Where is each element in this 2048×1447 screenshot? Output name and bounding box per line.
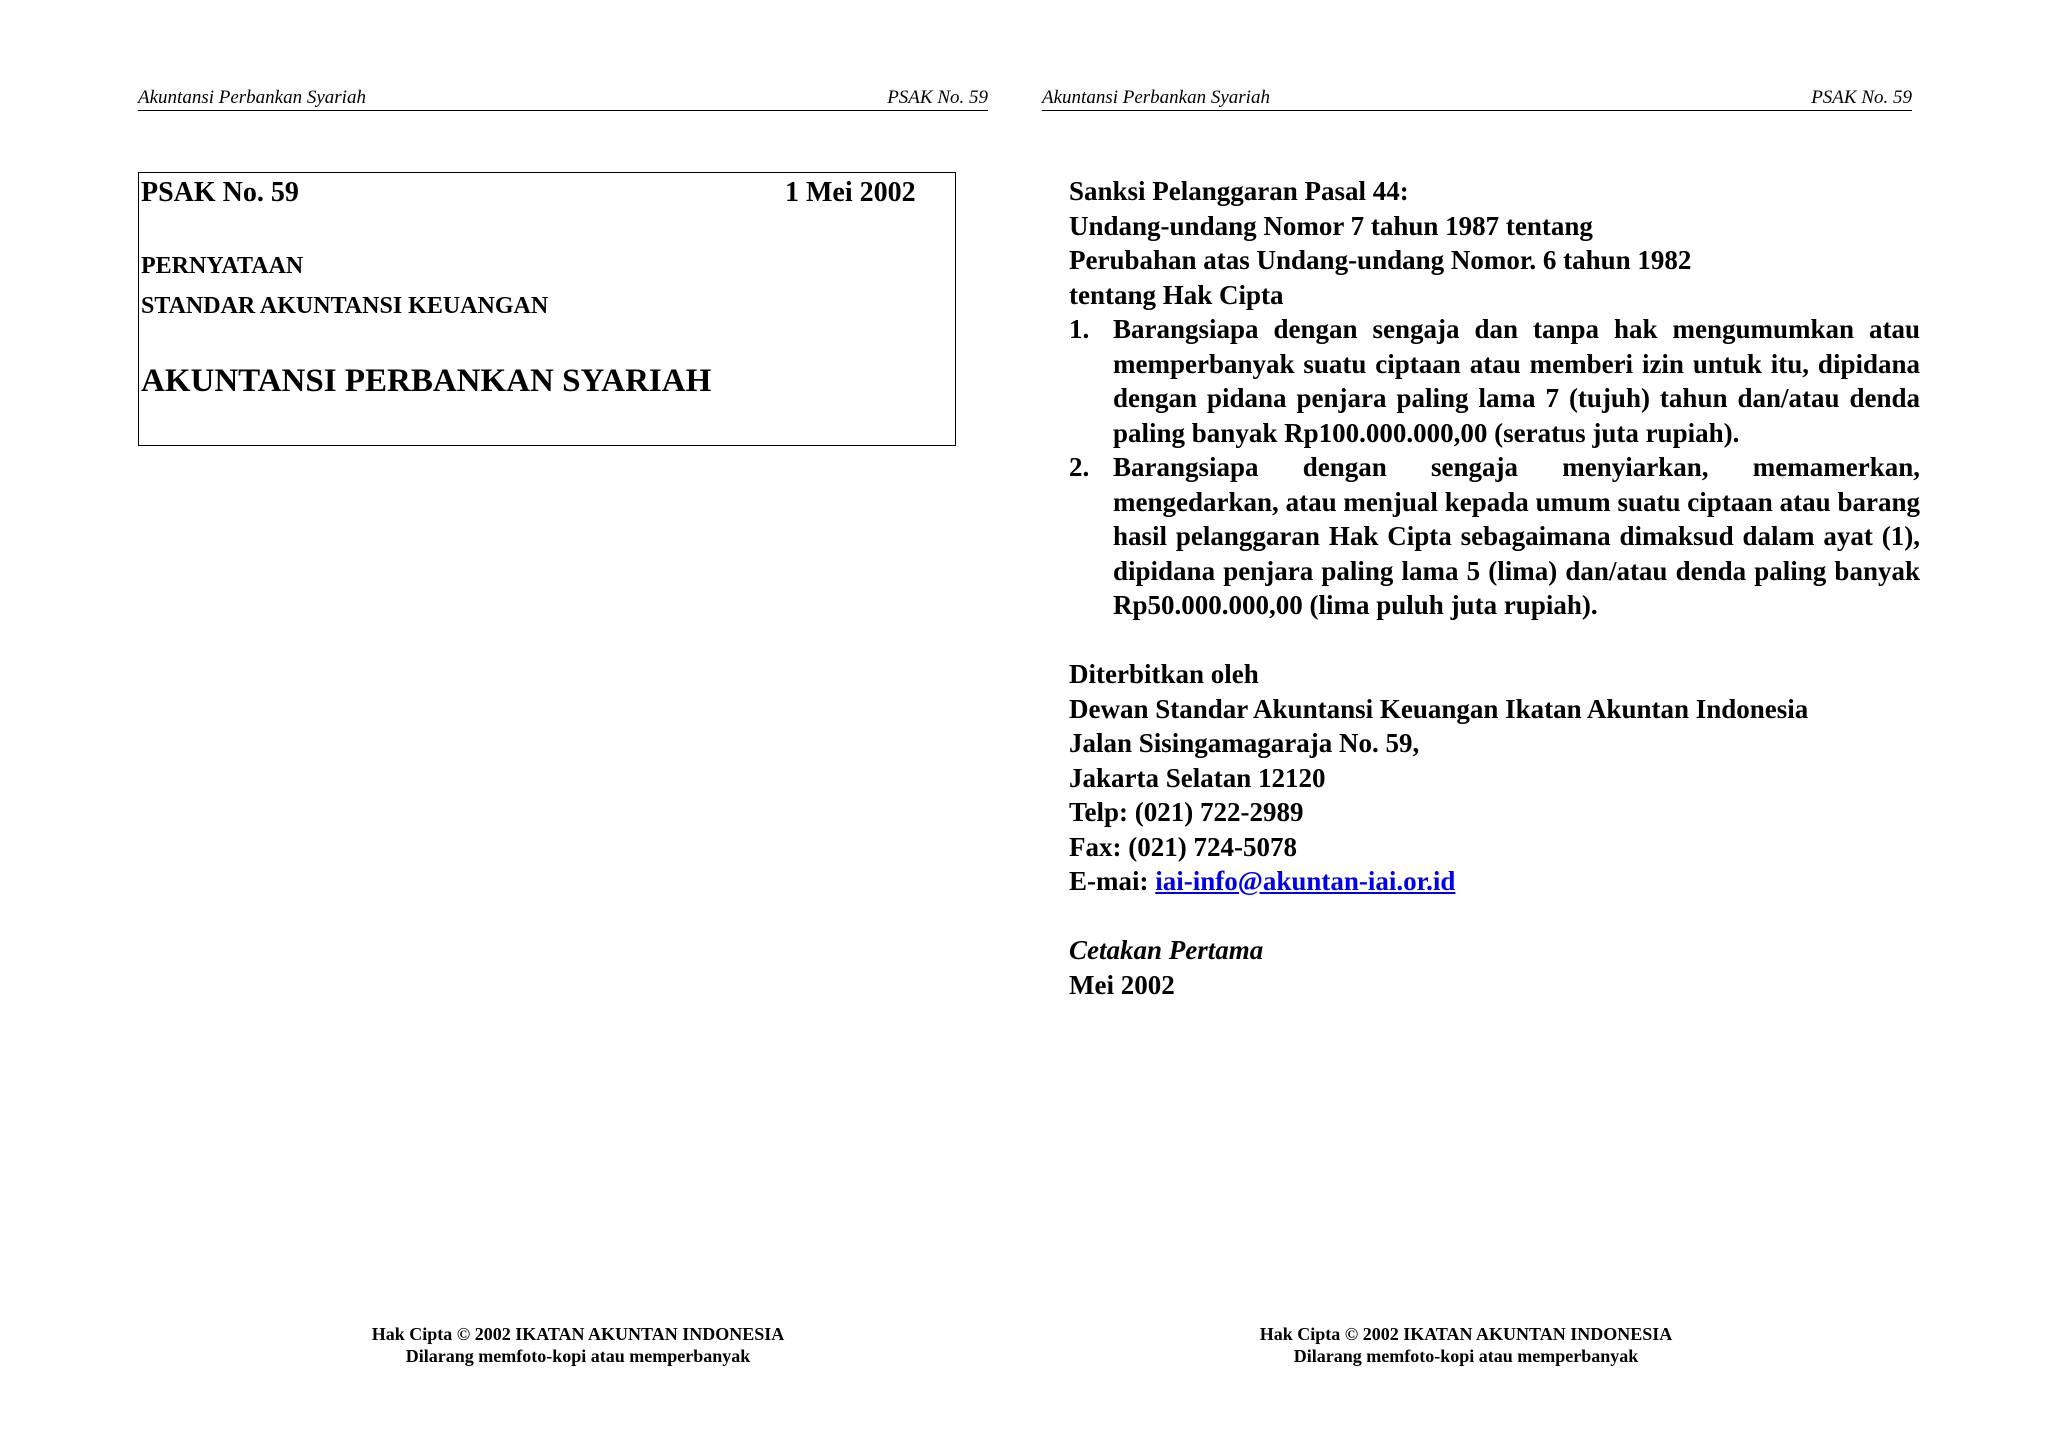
list-item xyxy=(1069,450,1920,623)
header-standard: PSAK No. 59 xyxy=(1811,87,1912,108)
sanction-list xyxy=(1069,312,1920,623)
left-page-footer xyxy=(278,1323,878,1367)
statement-label: PERNYATAAN xyxy=(141,253,304,279)
edition-date: Mei 2002 xyxy=(1069,969,1175,1000)
document-title: AKUNTANSI PERBANKAN SYARIAH xyxy=(141,363,712,399)
publisher-phone: Telp: (021) 722-2989 xyxy=(1069,797,1304,827)
header-title: Akuntansi Perbankan Syariah xyxy=(138,87,366,108)
email-link[interactable]: iai-info@akuntan-iai.or.id xyxy=(1155,866,1456,896)
email-label: E-mai: xyxy=(1069,866,1149,896)
list-item xyxy=(1069,312,1920,450)
right-page-body xyxy=(1069,174,1920,1002)
copy-notice: Dilarang memfoto-kopi atau memperbanyak xyxy=(1293,1346,1639,1366)
item-number: 1. xyxy=(1069,314,1090,344)
copyright-line: Hak Cipta © 2002 IKATAN AKUNTAN INDONESIA xyxy=(371,1324,785,1344)
edition-label: Cetakan Pertama xyxy=(1069,935,1264,965)
law-line: Perubahan atas Undang-undang Nomor. 6 tahun 1982 xyxy=(1069,245,1692,275)
publisher-name: Dewan Standar Akuntansi Keuangan Ikatan Akuntan Indonesia xyxy=(1069,693,1809,724)
publisher-label: Diterbitkan oleh xyxy=(1069,659,1259,689)
header-standard: PSAK No. 59 xyxy=(887,87,988,108)
right-page-header xyxy=(1042,86,1912,111)
copyright-line: Hak Cipta © 2002 IKATAN AKUNTAN INDONESIA xyxy=(1259,1324,1673,1344)
header-title: Akuntansi Perbankan Syariah xyxy=(1042,87,1270,108)
right-page-footer xyxy=(1166,1323,1766,1367)
law-line: Undang-undang Nomor 7 tahun 1987 tentang xyxy=(1069,210,1593,241)
standard-label: STANDAR AKUNTANSI KEUANGAN xyxy=(141,293,549,319)
title-box xyxy=(138,172,956,446)
publisher-fax: Fax: (021) 724-5078 xyxy=(1069,831,1297,862)
law-line: tentang Hak Cipta xyxy=(1069,279,1284,310)
copy-notice: Dilarang memfoto-kopi atau memperbanyak xyxy=(405,1346,751,1366)
item-number: 2. xyxy=(1069,452,1090,482)
publisher-address: Jalan Sisingamagaraja No. 59, xyxy=(1069,728,1420,758)
left-page-header xyxy=(138,86,988,111)
publication-date: 1 Mei 2002 xyxy=(785,177,916,208)
publisher-email-line xyxy=(1069,864,1920,899)
psak-number: PSAK No. 59 xyxy=(141,177,299,208)
item-text: Barangsiapa dengan sengaja dan tanpa hak mengumumkan atau memperbanyak suatu ciptaan atau memberi izin untuk itu, dipidana dengan pidana penjara paling lama 7 (tujuh) tahun dan/atau denda paling banyak Rp100.000.000,00 (seratus juta rupiah). xyxy=(1113,314,1920,448)
publisher-city: Jakarta Selatan 12120 xyxy=(1069,762,1326,793)
item-text: Barangsiapa dengan sengaja menyiarkan, memamerkan, mengedarkan, atau menjual kepada umum suatu ciptaan atau barang hasil pelanggaran Hak Cipta sebagaimana dimaksud dalam ayat (1), dipidana penjara paling lama 5 (lima) dan/atau denda paling banyak Rp50.000.000,00 (lima puluh juta rupiah). xyxy=(1113,452,1920,620)
sanction-heading: Sanksi Pelanggaran Pasal 44: xyxy=(1069,176,1409,206)
